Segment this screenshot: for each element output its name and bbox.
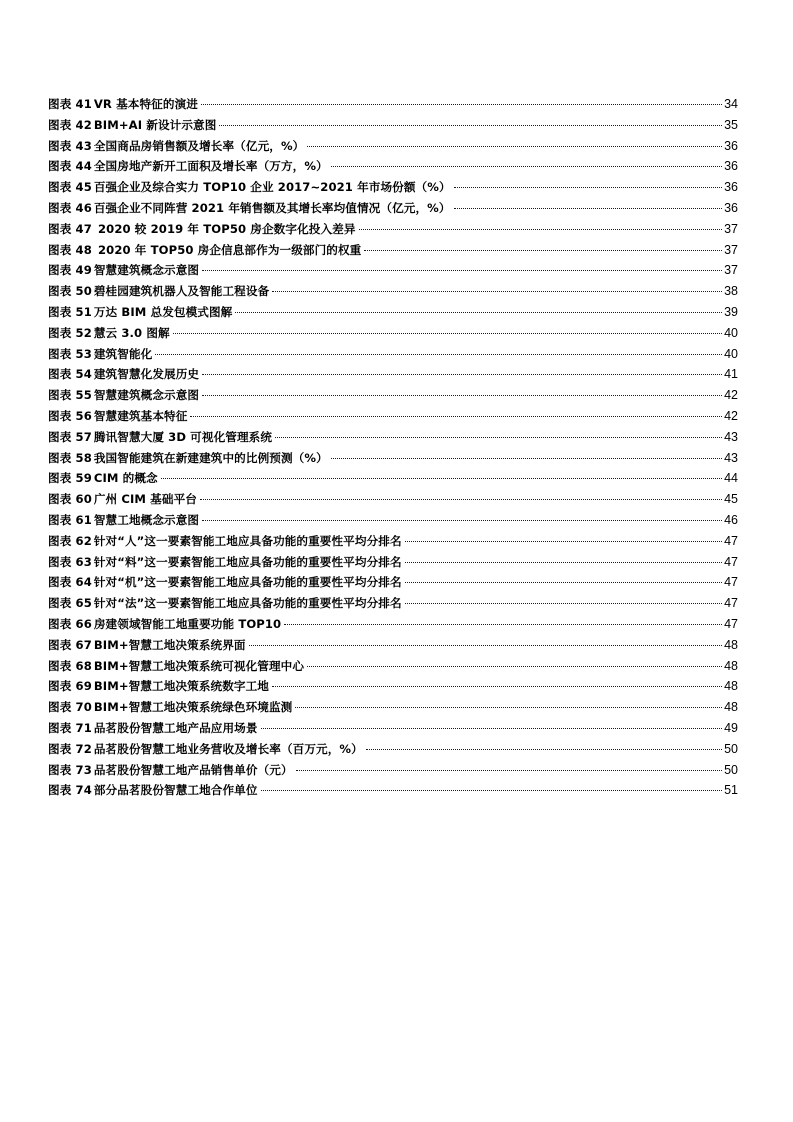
toc-dot-leader bbox=[359, 229, 723, 230]
toc-entry-label bbox=[48, 718, 258, 739]
toc-dot-leader bbox=[173, 333, 722, 334]
toc-entry-page-number: 39 bbox=[724, 304, 738, 319]
toc-entry-tag: 图表 65 bbox=[48, 596, 92, 611]
toc-dot-leader bbox=[272, 291, 722, 292]
toc-entry-page-number: 36 bbox=[724, 159, 738, 174]
toc-entry-label bbox=[48, 323, 170, 344]
toc-entry-tag: 图表 57 bbox=[48, 429, 92, 444]
toc-entry-label bbox=[48, 136, 304, 157]
toc-entry-label bbox=[48, 448, 328, 469]
toc-entry-tag: 图表 51 bbox=[48, 304, 92, 319]
toc-entry-page-number: 46 bbox=[724, 512, 738, 527]
toc-entry-tag: 图表 47 bbox=[48, 221, 92, 236]
toc-entry-tag: 图表 54 bbox=[48, 367, 92, 382]
toc-entry-page-number: 51 bbox=[724, 783, 738, 798]
toc-entry-tag: 图表 41 bbox=[48, 97, 92, 111]
toc-entry-page-number: 49 bbox=[724, 720, 738, 735]
toc-entry-tag: 图表 61 bbox=[48, 512, 92, 527]
toc-entry-label bbox=[48, 115, 216, 136]
toc-entry-page-number: 36 bbox=[724, 180, 738, 195]
toc-entry-title: 智慧工地概念示意图 bbox=[93, 512, 200, 527]
toc-entry-title: 2020 较 2019 年 TOP50 房企数字化投入差异 bbox=[93, 221, 356, 236]
toc-entry[interactable] bbox=[48, 281, 738, 302]
toc-entry-label bbox=[48, 260, 199, 281]
toc-entry[interactable] bbox=[48, 136, 738, 157]
toc-entry-title: 针对“法”这一要素智能工地应具备功能的重要性平均分排名 bbox=[93, 596, 402, 611]
toc-entry-tag: 图表 67 bbox=[48, 637, 92, 652]
toc-entry-label bbox=[48, 177, 451, 198]
toc-entry-title: 智慧建筑概念示意图 bbox=[93, 388, 200, 403]
toc-entry-page-number: 47 bbox=[724, 596, 738, 611]
toc-entry[interactable] bbox=[48, 156, 738, 177]
toc-entry-page-number: 48 bbox=[724, 637, 738, 652]
toc-entry-tag: 图表 56 bbox=[48, 408, 92, 423]
toc-dot-leader bbox=[200, 499, 722, 500]
toc-entry-page-number: 45 bbox=[724, 492, 738, 507]
toc-entry[interactable] bbox=[48, 448, 738, 469]
toc-entry-page-number: 35 bbox=[724, 117, 738, 132]
toc-entry-title: 慧云 3.0 图解 bbox=[93, 325, 170, 340]
toc-entry-page-number: 43 bbox=[724, 429, 738, 444]
toc-entry-tag: 图表 45 bbox=[48, 180, 92, 195]
toc-entry-label bbox=[48, 697, 292, 718]
toc-entry-tag: 图表 58 bbox=[48, 450, 92, 465]
toc-entry-label bbox=[48, 240, 361, 261]
toc-entry-title: VR 基本特征的演进 bbox=[93, 97, 198, 111]
toc-dot-leader bbox=[307, 146, 722, 147]
toc-entry[interactable] bbox=[48, 219, 738, 240]
toc-entry-page-number: 41 bbox=[724, 367, 738, 382]
toc-entry-page-number: 48 bbox=[724, 658, 738, 673]
toc-entry-label bbox=[48, 468, 158, 489]
toc-entry-tag: 图表 63 bbox=[48, 554, 92, 569]
toc-entry-tag: 图表 68 bbox=[48, 658, 92, 673]
toc-entry-title: BIM+AI 新设计示意图 bbox=[93, 117, 217, 132]
toc-entry-tag: 图表 59 bbox=[48, 471, 92, 486]
toc-entry-title: 百强企业不同阵营 2021 年销售额及其增长率均值情况（亿元，%） bbox=[93, 200, 451, 215]
toc-entry-label bbox=[48, 614, 281, 635]
toc-entry-title: 全国商品房销售额及增长率（亿元，%） bbox=[93, 138, 305, 153]
toc-entry-page-number: 42 bbox=[724, 388, 738, 403]
toc-entry-page-number: 43 bbox=[724, 450, 738, 465]
toc-entry-title: BIM+智慧工地决策系统绿色环境监测 bbox=[93, 700, 293, 715]
toc-entry-label bbox=[48, 94, 198, 115]
toc-entry[interactable] bbox=[48, 510, 738, 531]
toc-entry-tag: 图表 64 bbox=[48, 575, 92, 590]
toc-entry-label bbox=[48, 489, 197, 510]
toc-dot-leader bbox=[284, 624, 722, 625]
toc-dot-leader bbox=[405, 582, 722, 583]
toc-entry-tag: 图表 52 bbox=[48, 325, 92, 340]
toc-dot-leader bbox=[261, 728, 723, 729]
toc-entry-tag: 图表 49 bbox=[48, 263, 92, 278]
toc-entry-label bbox=[48, 302, 232, 323]
toc-dot-leader bbox=[202, 270, 722, 271]
toc-entry-tag: 图表 55 bbox=[48, 388, 92, 403]
toc-entry-label bbox=[48, 676, 269, 697]
toc-entry-page-number: 47 bbox=[724, 533, 738, 548]
toc-entry-tag: 图表 62 bbox=[48, 533, 92, 548]
toc-entry-page-number: 47 bbox=[724, 554, 738, 569]
toc-entry[interactable] bbox=[48, 656, 738, 677]
toc-entry-tag: 图表 70 bbox=[48, 700, 92, 715]
toc-dot-leader bbox=[155, 354, 722, 355]
toc-dot-leader bbox=[366, 749, 722, 750]
toc-dot-leader bbox=[249, 645, 722, 646]
toc-entry-page-number: 37 bbox=[724, 242, 738, 257]
toc-dot-leader bbox=[190, 416, 722, 417]
toc-entry-page-number: 47 bbox=[724, 575, 738, 590]
toc-dot-leader bbox=[272, 686, 722, 687]
toc-entry-tag: 图表 42 bbox=[48, 117, 92, 132]
toc-dot-leader bbox=[405, 541, 722, 542]
toc-entry[interactable] bbox=[48, 385, 738, 406]
toc-entry-page-number: 42 bbox=[724, 408, 738, 423]
toc-entry-title: BIM+智慧工地决策系统界面 bbox=[93, 637, 246, 652]
toc-dot-leader bbox=[219, 125, 722, 126]
toc-dot-leader bbox=[235, 312, 722, 313]
toc-entry-page-number: 50 bbox=[724, 741, 738, 756]
toc-entry[interactable] bbox=[48, 323, 738, 344]
toc-entry-label bbox=[48, 572, 402, 593]
toc-entry-title: 百强企业及综合实力 TOP10 企业 2017~2021 年市场份额（%） bbox=[93, 180, 451, 195]
toc-entry[interactable] bbox=[48, 614, 738, 635]
toc-dot-leader bbox=[307, 666, 722, 667]
toc-entry[interactable] bbox=[48, 489, 738, 510]
toc-entry[interactable] bbox=[48, 676, 738, 697]
toc-entry-label bbox=[48, 780, 258, 801]
toc-dot-leader bbox=[295, 707, 722, 708]
toc-entry-title: 建筑智慧化发展历史 bbox=[93, 367, 200, 382]
toc-dot-leader bbox=[202, 520, 722, 521]
toc-entry-tag: 图表 44 bbox=[48, 159, 92, 174]
toc-entry-page-number: 36 bbox=[724, 200, 738, 215]
toc-entry-tag: 图表 60 bbox=[48, 492, 92, 507]
toc-entry-title: 我国智能建筑在新建建筑中的比例预测（%） bbox=[93, 450, 328, 465]
toc-entry-tag: 图表 73 bbox=[48, 762, 92, 777]
toc-entry[interactable] bbox=[48, 406, 738, 427]
toc-entry[interactable] bbox=[48, 780, 738, 801]
toc-entry-label bbox=[48, 531, 402, 552]
toc-entry-page-number: 40 bbox=[724, 325, 738, 340]
toc-entry[interactable] bbox=[48, 718, 738, 739]
toc-entry-title: CIM 的概念 bbox=[93, 471, 158, 486]
toc-entry-tag: 图表 53 bbox=[48, 346, 92, 361]
toc-entry-page-number: 44 bbox=[724, 471, 738, 486]
toc-entry[interactable] bbox=[48, 697, 738, 718]
toc-entry-tag: 图表 74 bbox=[48, 783, 92, 798]
toc-entry-title: 2020 年 TOP50 房企信息部作为一级部门的权重 bbox=[93, 242, 362, 257]
toc-dot-leader bbox=[201, 104, 722, 105]
toc-dot-leader bbox=[202, 374, 722, 375]
toc-entry-tag: 图表 71 bbox=[48, 720, 92, 735]
toc-entry-page-number: 48 bbox=[724, 679, 738, 694]
toc-entry-label bbox=[48, 552, 402, 573]
toc-entry-label bbox=[48, 344, 152, 365]
toc-entry-title: 全国房地产新开工面积及增长率（万方，%） bbox=[93, 159, 328, 174]
toc-entry-tag: 图表 72 bbox=[48, 741, 92, 756]
toc-entry-title: 腾讯智慧大厦 3D 可视化管理系统 bbox=[93, 429, 273, 444]
toc-entry-title: 品茗股份智慧工地产品销售单价（元） bbox=[93, 762, 293, 777]
toc-entry-tag: 图表 66 bbox=[48, 616, 92, 631]
toc-entry-page-number: 40 bbox=[724, 346, 738, 361]
toc-entry-label bbox=[48, 510, 199, 531]
toc-dot-leader bbox=[275, 437, 722, 438]
toc-entry-tag: 图表 69 bbox=[48, 679, 92, 694]
toc-entry[interactable] bbox=[48, 552, 738, 573]
toc-entry[interactable] bbox=[48, 739, 738, 760]
toc-entry-label bbox=[48, 635, 246, 656]
toc-entry-page-number: 50 bbox=[724, 762, 738, 777]
toc-entry-page-number: 34 bbox=[724, 97, 738, 111]
toc-entry-label bbox=[48, 385, 199, 406]
toc-entry-label bbox=[48, 427, 272, 448]
toc-entry-label bbox=[48, 219, 356, 240]
toc-dot-leader bbox=[202, 395, 722, 396]
toc-dot-leader bbox=[296, 770, 722, 771]
toc-entry[interactable] bbox=[48, 344, 738, 365]
toc-entry-page-number: 47 bbox=[724, 616, 738, 631]
toc-entry-title: 建筑智能化 bbox=[93, 346, 153, 361]
toc-entry[interactable] bbox=[48, 572, 738, 593]
toc-entry[interactable] bbox=[48, 260, 738, 281]
toc-dot-leader bbox=[405, 603, 722, 604]
toc-entry[interactable] bbox=[48, 115, 738, 136]
toc-entry-title: 广州 CIM 基础平台 bbox=[93, 492, 197, 507]
toc-entry-page-number: 37 bbox=[724, 221, 738, 236]
toc-dot-leader bbox=[454, 187, 722, 188]
toc-entry[interactable] bbox=[48, 364, 738, 385]
toc-entry-tag: 图表 43 bbox=[48, 138, 92, 153]
toc-entry[interactable] bbox=[48, 240, 738, 261]
toc-entry-title: 智慧建筑基本特征 bbox=[93, 408, 188, 423]
toc-entry-label bbox=[48, 364, 199, 385]
toc-entry-title: 碧桂园建筑机器人及智能工程设备 bbox=[93, 284, 270, 299]
toc-entry-page-number: 37 bbox=[724, 263, 738, 278]
toc-entry[interactable] bbox=[48, 177, 738, 198]
toc-entry-title: 智慧建筑概念示意图 bbox=[93, 263, 200, 278]
toc-entry-label bbox=[48, 406, 187, 427]
toc-dot-leader bbox=[261, 790, 723, 791]
toc-entry-title: 针对“机”这一要素智能工地应具备功能的重要性平均分排名 bbox=[93, 575, 402, 590]
toc-entry-label bbox=[48, 156, 328, 177]
toc-entry[interactable] bbox=[48, 302, 738, 323]
toc-entry[interactable] bbox=[48, 427, 738, 448]
toc-entry-label bbox=[48, 760, 293, 781]
toc-dot-leader bbox=[331, 166, 722, 167]
toc-entry[interactable] bbox=[48, 635, 738, 656]
toc-entry-title: 部分品茗股份智慧工地合作单位 bbox=[93, 783, 258, 798]
toc-entry-title: BIM+智慧工地决策系统可视化管理中心 bbox=[93, 658, 305, 673]
toc-entry-title: 品茗股份智慧工地产品应用场景 bbox=[93, 720, 258, 735]
toc-entry-title: 房建领域智能工地重要功能 TOP10 bbox=[93, 616, 282, 631]
toc-entry-title: BIM+智慧工地决策系统数字工地 bbox=[93, 679, 269, 694]
toc-entry-title: 万达 BIM 总发包模式图解 bbox=[93, 304, 233, 319]
toc-entry-page-number: 38 bbox=[724, 284, 738, 299]
toc-entry[interactable] bbox=[48, 531, 738, 552]
toc-entry[interactable] bbox=[48, 468, 738, 489]
toc-entry-label bbox=[48, 593, 402, 614]
toc-entry[interactable] bbox=[48, 760, 738, 781]
toc-dot-leader bbox=[364, 250, 722, 251]
toc-entry-page-number: 36 bbox=[724, 138, 738, 153]
toc-entry-page-number: 48 bbox=[724, 700, 738, 715]
figure-index-list bbox=[48, 94, 738, 801]
toc-entry-label bbox=[48, 281, 269, 302]
toc-entry-title: 针对“人”这一要素智能工地应具备功能的重要性平均分排名 bbox=[93, 533, 402, 548]
toc-entry-tag: 图表 50 bbox=[48, 284, 92, 299]
toc-entry-tag: 图表 46 bbox=[48, 200, 92, 215]
toc-dot-leader bbox=[161, 478, 722, 479]
toc-entry-label bbox=[48, 656, 304, 677]
toc-entry-tag: 图表 48 bbox=[48, 242, 92, 257]
toc-entry[interactable] bbox=[48, 94, 738, 115]
toc-entry[interactable] bbox=[48, 593, 738, 614]
toc-dot-leader bbox=[405, 562, 722, 563]
toc-dot-leader bbox=[454, 208, 723, 209]
toc-entry-label bbox=[48, 739, 363, 760]
toc-entry-label bbox=[48, 198, 451, 219]
toc-entry[interactable] bbox=[48, 198, 738, 219]
toc-entry-title: 针对“料”这一要素智能工地应具备功能的重要性平均分排名 bbox=[93, 554, 402, 569]
toc-dot-leader bbox=[331, 458, 722, 459]
toc-entry-title: 品茗股份智慧工地业务营收及增长率（百万元，%） bbox=[93, 741, 363, 756]
